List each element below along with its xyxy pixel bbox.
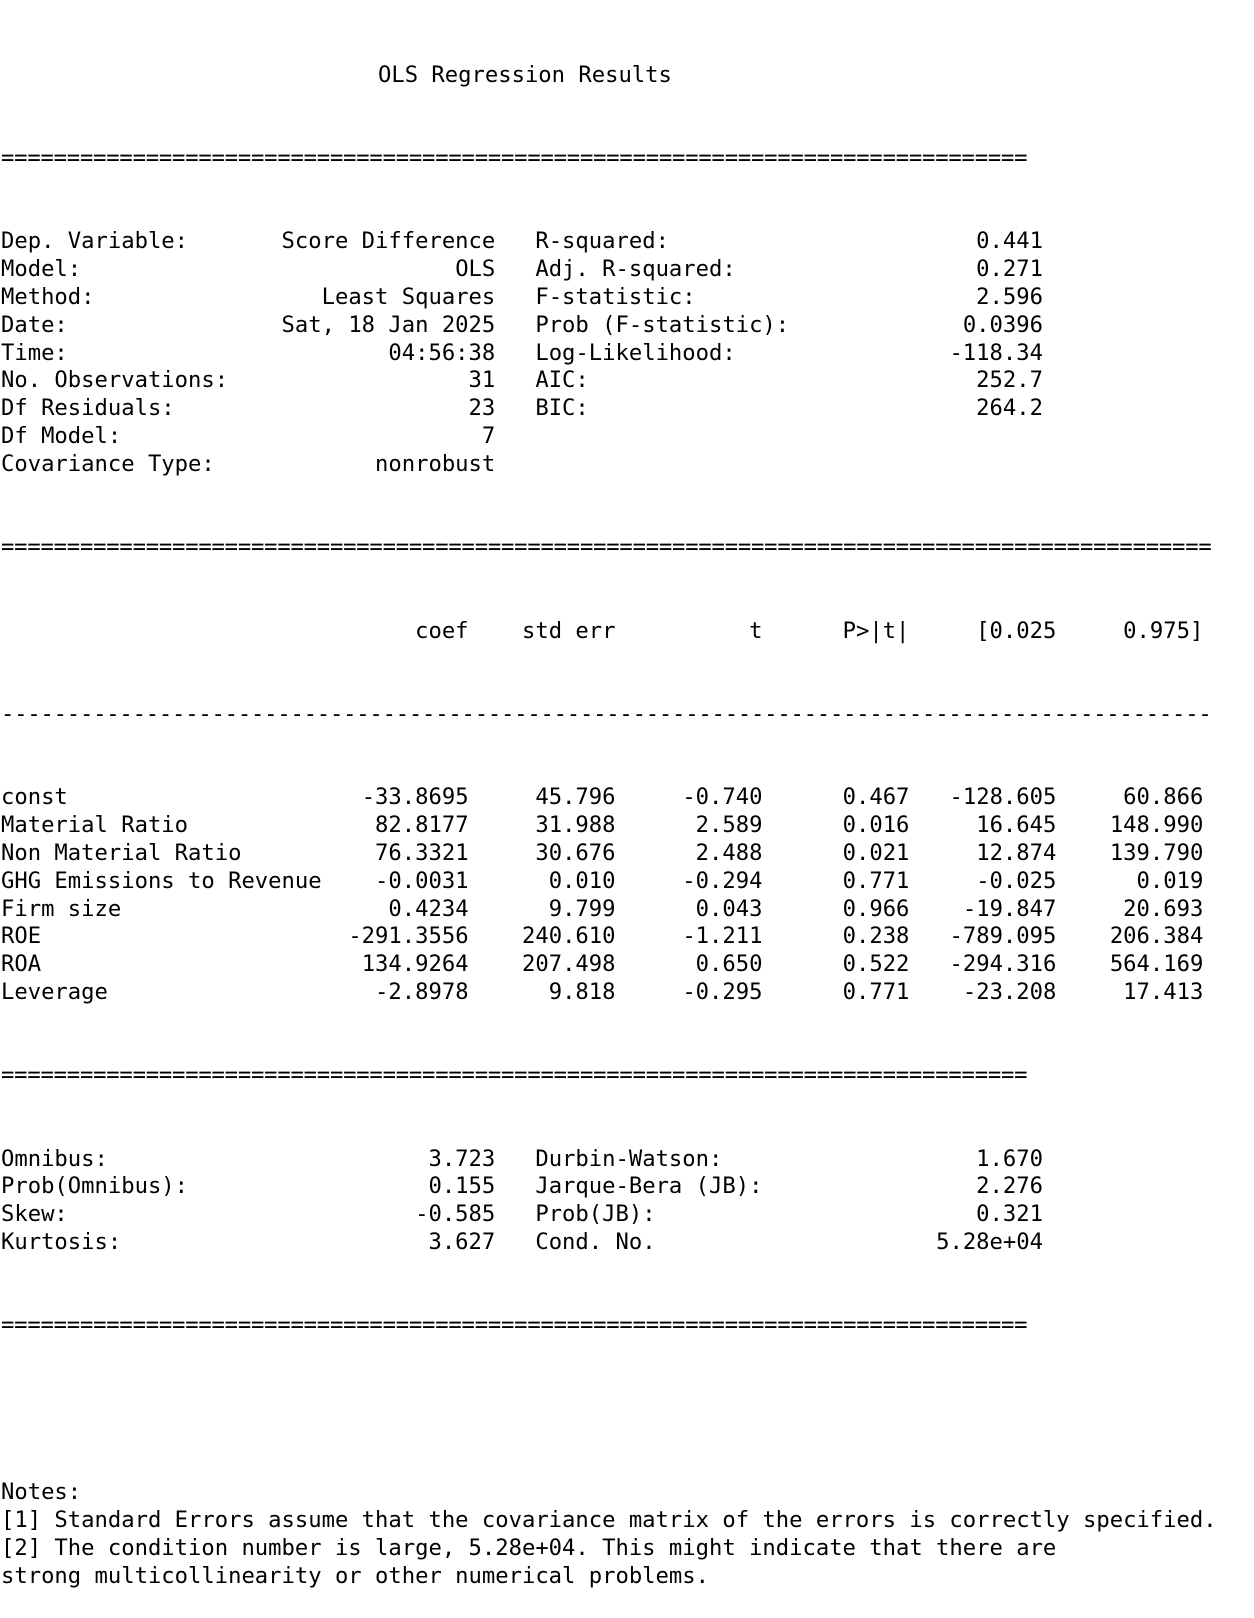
coef-cell: 0.4234 xyxy=(388,895,469,922)
coef-header-cell: 0.975] xyxy=(1123,617,1204,644)
coef-cell: 2.488 xyxy=(695,839,763,866)
model-info-value: Least Squares xyxy=(321,283,496,310)
double-rule-diag-top: ============================================================================== xyxy=(1,1062,1028,1089)
diagnostics-stat-label: Durbin-Watson: xyxy=(535,1145,723,1172)
model-info-stat-value: 0.271 xyxy=(976,256,1043,283)
coef-cell: 0.467 xyxy=(842,784,910,811)
coef-row xyxy=(1,840,1217,868)
model-info-label: Dep. Variable: xyxy=(1,228,189,255)
coef-cell: -19.847 xyxy=(962,895,1057,922)
model-info-row xyxy=(1,284,1217,312)
coef-cell: 0.238 xyxy=(842,923,910,950)
coef-header-line xyxy=(1,618,1217,646)
blank-line xyxy=(1,1396,1217,1424)
coef-cell: 76.3321 xyxy=(375,839,469,866)
model-info-stat-value: -118.34 xyxy=(949,339,1043,366)
coef-cell: 564.169 xyxy=(1109,951,1204,978)
diagnostics-stat-label: Cond. No. xyxy=(535,1229,656,1256)
model-info-value: 04:56:38 xyxy=(388,339,496,366)
diagnostics-stat-value: 2.276 xyxy=(976,1173,1043,1200)
coef-cell: 0.966 xyxy=(842,895,910,922)
coef-variable-name: Leverage xyxy=(1,978,108,1005)
note-line: [1] Standard Errors assume that the covariance matrix of the errors is correctly specified. xyxy=(1,1507,1217,1534)
coef-variable-name: const xyxy=(1,784,68,811)
model-info-value: OLS xyxy=(455,256,496,283)
coef-cell: 2.589 xyxy=(695,812,763,839)
model-info-row xyxy=(1,256,1217,284)
double-rule-top: ============================================================================== xyxy=(1,144,1028,171)
coef-cell: -0.740 xyxy=(682,784,763,811)
coef-cell: 20.693 xyxy=(1123,895,1204,922)
diagnostics-label: Skew: xyxy=(1,1201,68,1228)
diagnostics-stat-value: 1.670 xyxy=(976,1145,1043,1172)
notes-section xyxy=(1,1479,1217,1590)
coef-variable-name: ROE xyxy=(1,923,42,950)
model-info-label: Time: xyxy=(1,339,68,366)
model-info-value: Score Difference xyxy=(281,228,496,255)
double-rule-bottom: ============================================================================== xyxy=(1,1312,1028,1339)
coef-row xyxy=(1,979,1217,1007)
coef-cell: -291.3556 xyxy=(348,923,469,950)
coef-variable-name: GHG Emissions to Revenue xyxy=(1,867,322,894)
model-info-row xyxy=(1,451,1217,479)
coef-header-cell: coef xyxy=(415,617,469,644)
model-info-row xyxy=(1,312,1217,340)
coef-header-cell: P>|t| xyxy=(842,617,910,644)
coef-cell: -2.8978 xyxy=(375,978,469,1005)
coef-row xyxy=(1,951,1217,979)
coef-cell: -0.295 xyxy=(682,978,763,1005)
diagnostics-label: Kurtosis: xyxy=(1,1229,122,1256)
coef-cell: 207.498 xyxy=(522,951,616,978)
model-info-row xyxy=(1,340,1217,368)
coef-header-row xyxy=(1,618,1217,646)
coef-cell: 16.645 xyxy=(976,812,1057,839)
model-info-label: Date: xyxy=(1,311,68,338)
coef-variable-name: Non Material Ratio xyxy=(1,839,242,866)
diagnostics-row xyxy=(1,1229,1217,1257)
coef-cell: 0.522 xyxy=(842,951,910,978)
model-info-label: No. Observations: xyxy=(1,367,229,394)
model-info-stat-value: 264.2 xyxy=(976,395,1043,422)
coef-header-cell: t xyxy=(749,617,763,644)
note-line: [2] The condition number is large, 5.28e+04. This might indicate that there are xyxy=(1,1534,1057,1561)
coef-cell: 9.818 xyxy=(548,978,616,1005)
model-info-stat-label: Adj. R-squared: xyxy=(535,256,736,283)
coef-cell: 12.874 xyxy=(976,839,1057,866)
coef-cell: 31.988 xyxy=(535,812,616,839)
model-info-stat-label: Log-Likelihood: xyxy=(535,339,736,366)
diagnostics-row xyxy=(1,1201,1217,1229)
model-info-stat-label: BIC: xyxy=(535,395,589,422)
single-rule-coef: -------------------------------------------------------------------------------------------- xyxy=(1,700,1212,727)
model-info-label: Df Model: xyxy=(1,422,122,449)
coef-cell: -23.208 xyxy=(962,978,1057,1005)
coef-cell: 206.384 xyxy=(1109,923,1204,950)
coef-cell: 0.771 xyxy=(842,978,910,1005)
model-info-row xyxy=(1,395,1217,423)
model-info-row xyxy=(1,423,1217,451)
coef-cell: -128.605 xyxy=(949,784,1057,811)
model-info-value: Sat, 18 Jan 2025 xyxy=(281,311,496,338)
coef-variable-name: ROA xyxy=(1,951,42,978)
diagnostics-table xyxy=(1,1146,1217,1257)
coef-variable-name: Material Ratio xyxy=(1,812,189,839)
model-info-stat-value: 2.596 xyxy=(976,283,1043,310)
coef-cell: 0.043 xyxy=(695,895,763,922)
coef-cell: 0.010 xyxy=(548,867,616,894)
diagnostics-value: 0.155 xyxy=(428,1173,496,1200)
coef-cell: 0.771 xyxy=(842,867,910,894)
diagnostics-stat-label: Prob(JB): xyxy=(535,1201,656,1228)
model-info-row xyxy=(1,228,1217,256)
model-info-stat-value: 0.441 xyxy=(976,228,1043,255)
coef-cell: 0.016 xyxy=(842,812,910,839)
coef-row xyxy=(1,896,1217,924)
model-info-label: Covariance Type: xyxy=(1,450,215,477)
diagnostics-row xyxy=(1,1146,1217,1174)
model-info-row xyxy=(1,367,1217,395)
coef-cell: -1.211 xyxy=(682,923,763,950)
coef-row xyxy=(1,923,1217,951)
model-info-value: 7 xyxy=(481,422,496,449)
coef-row xyxy=(1,868,1217,896)
coef-table xyxy=(1,784,1217,1006)
model-info-stat-label: F-statistic: xyxy=(535,283,696,310)
coef-cell: 0.019 xyxy=(1136,867,1204,894)
model-info-stat-label: AIC: xyxy=(535,367,589,394)
coef-row xyxy=(1,784,1217,812)
diagnostics-stat-label: Jarque-Bera (JB): xyxy=(535,1173,763,1200)
double-rule-coef-top: ============================================================================================ xyxy=(1,534,1212,561)
model-info-table xyxy=(1,228,1217,478)
diagnostics-value: 3.723 xyxy=(428,1145,496,1172)
coef-cell: -0.294 xyxy=(682,867,763,894)
model-info-stat-label: R-squared: xyxy=(535,228,669,255)
coef-cell: 82.8177 xyxy=(375,812,469,839)
coef-cell: 0.650 xyxy=(695,951,763,978)
diagnostics-stat-value: 5.28e+04 xyxy=(936,1229,1043,1256)
report-title: OLS Regression Results xyxy=(378,61,672,88)
coef-cell: -789.095 xyxy=(949,923,1057,950)
coef-header-cell: std err xyxy=(521,617,616,644)
coef-cell: -294.316 xyxy=(949,951,1057,978)
coef-cell: 17.413 xyxy=(1123,978,1204,1005)
model-info-value: 23 xyxy=(468,395,496,422)
diagnostics-label: Omnibus: xyxy=(1,1145,108,1172)
regression-report xyxy=(1,6,1217,1618)
coef-cell: 0.021 xyxy=(842,839,910,866)
model-info-label: Method: xyxy=(1,283,95,310)
coef-cell: 60.866 xyxy=(1123,784,1204,811)
coef-cell: 9.799 xyxy=(548,895,616,922)
coef-cell: 240.610 xyxy=(522,923,616,950)
diagnostics-label: Prob(Omnibus): xyxy=(1,1173,189,1200)
diagnostics-value: -0.585 xyxy=(415,1201,496,1228)
model-info-value: nonrobust xyxy=(375,450,496,477)
coef-variable-name: Firm size xyxy=(1,895,122,922)
coef-cell: -0.025 xyxy=(976,867,1057,894)
diagnostics-row xyxy=(1,1173,1217,1201)
coef-cell: 134.9264 xyxy=(361,951,469,978)
model-info-stat-value: 252.7 xyxy=(976,367,1043,394)
diagnostics-stat-value: 0.321 xyxy=(976,1201,1043,1228)
model-info-label: Model: xyxy=(1,256,82,283)
coef-cell: 148.990 xyxy=(1109,812,1204,839)
coef-cell: 45.796 xyxy=(535,784,616,811)
model-info-stat-value: 0.0396 xyxy=(962,311,1043,338)
coef-cell: -0.0031 xyxy=(375,867,469,894)
coef-cell: 30.676 xyxy=(535,839,616,866)
notes-heading: Notes: xyxy=(1,1479,82,1506)
diagnostics-value: 3.627 xyxy=(428,1229,496,1256)
model-info-stat-label: Prob (F-statistic): xyxy=(535,311,790,338)
note-line: strong multicollinearity or other numerical problems. xyxy=(1,1562,709,1589)
coef-cell: 139.790 xyxy=(1109,839,1204,866)
coef-row xyxy=(1,812,1217,840)
coef-cell: -33.8695 xyxy=(361,784,469,811)
coef-header-cell: [0.025 xyxy=(976,617,1057,644)
model-info-label: Df Residuals: xyxy=(1,395,175,422)
model-info-value: 31 xyxy=(468,367,496,394)
